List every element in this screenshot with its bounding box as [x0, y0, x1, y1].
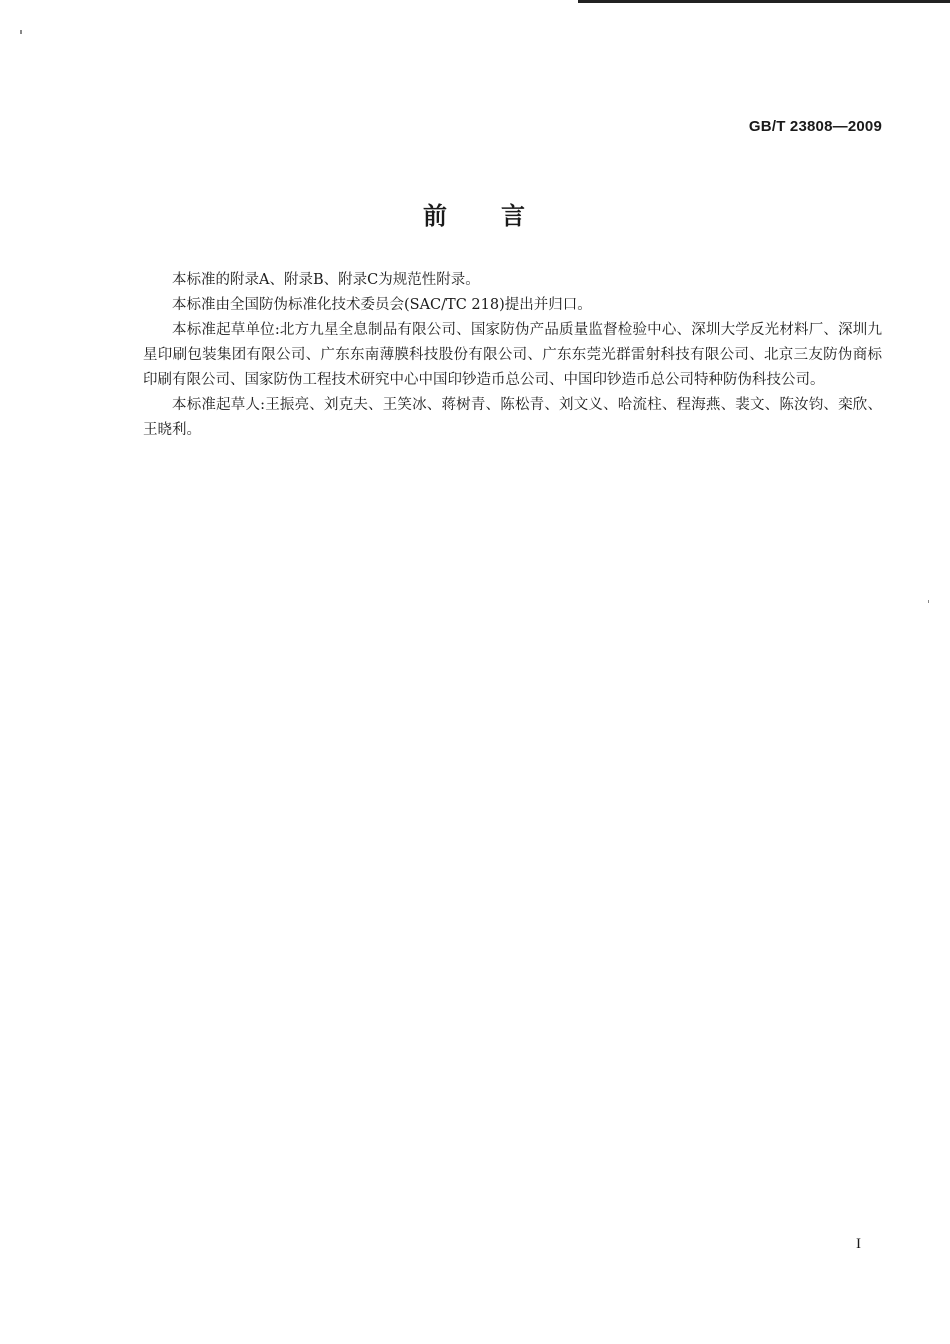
- title-char-2: 言: [501, 202, 527, 230]
- paragraph-drafters: 本标准起草人:王振亮、刘克夫、王笑冰、蒋树青、陈松青、刘文义、哈流柱、程海燕、裴文、陈汝钧、栾欣、王晓利。: [143, 397, 882, 438]
- foreword-body: [143, 268, 882, 443]
- standard-number: GB/T 23808—2009: [748, 118, 882, 135]
- scan-artifact-mark: [928, 600, 929, 603]
- paragraph-appendix-note: 本标准的附录A、附录B、附录C为规范性附录。: [172, 272, 480, 288]
- title-char-1: 前: [423, 202, 449, 230]
- page-title: [0, 196, 950, 231]
- scan-artifact-mark: [20, 30, 22, 34]
- page-number: I: [856, 1236, 861, 1252]
- top-border-rule: [578, 0, 950, 3]
- paragraph-drafting-units: 本标准起草单位:北方九星全息制品有限公司、国家防伪产品质量监督检验中心、深圳大学反光材料厂、深圳九星印刷包装集团有限公司、广东东南薄膜科技股份有限公司、广东东莞光群雷射科技有限公司、北京三友防伪商标印刷有限公司、国家防伪工程技术研究中心中国印钞造币总公司、中国印钞造币总公司特种防伪科技公司。: [143, 322, 882, 388]
- paragraph-proposer: 本标准由全国防伪标准化技术委员会(SAC/TC 218)提出并归口。: [172, 297, 592, 313]
